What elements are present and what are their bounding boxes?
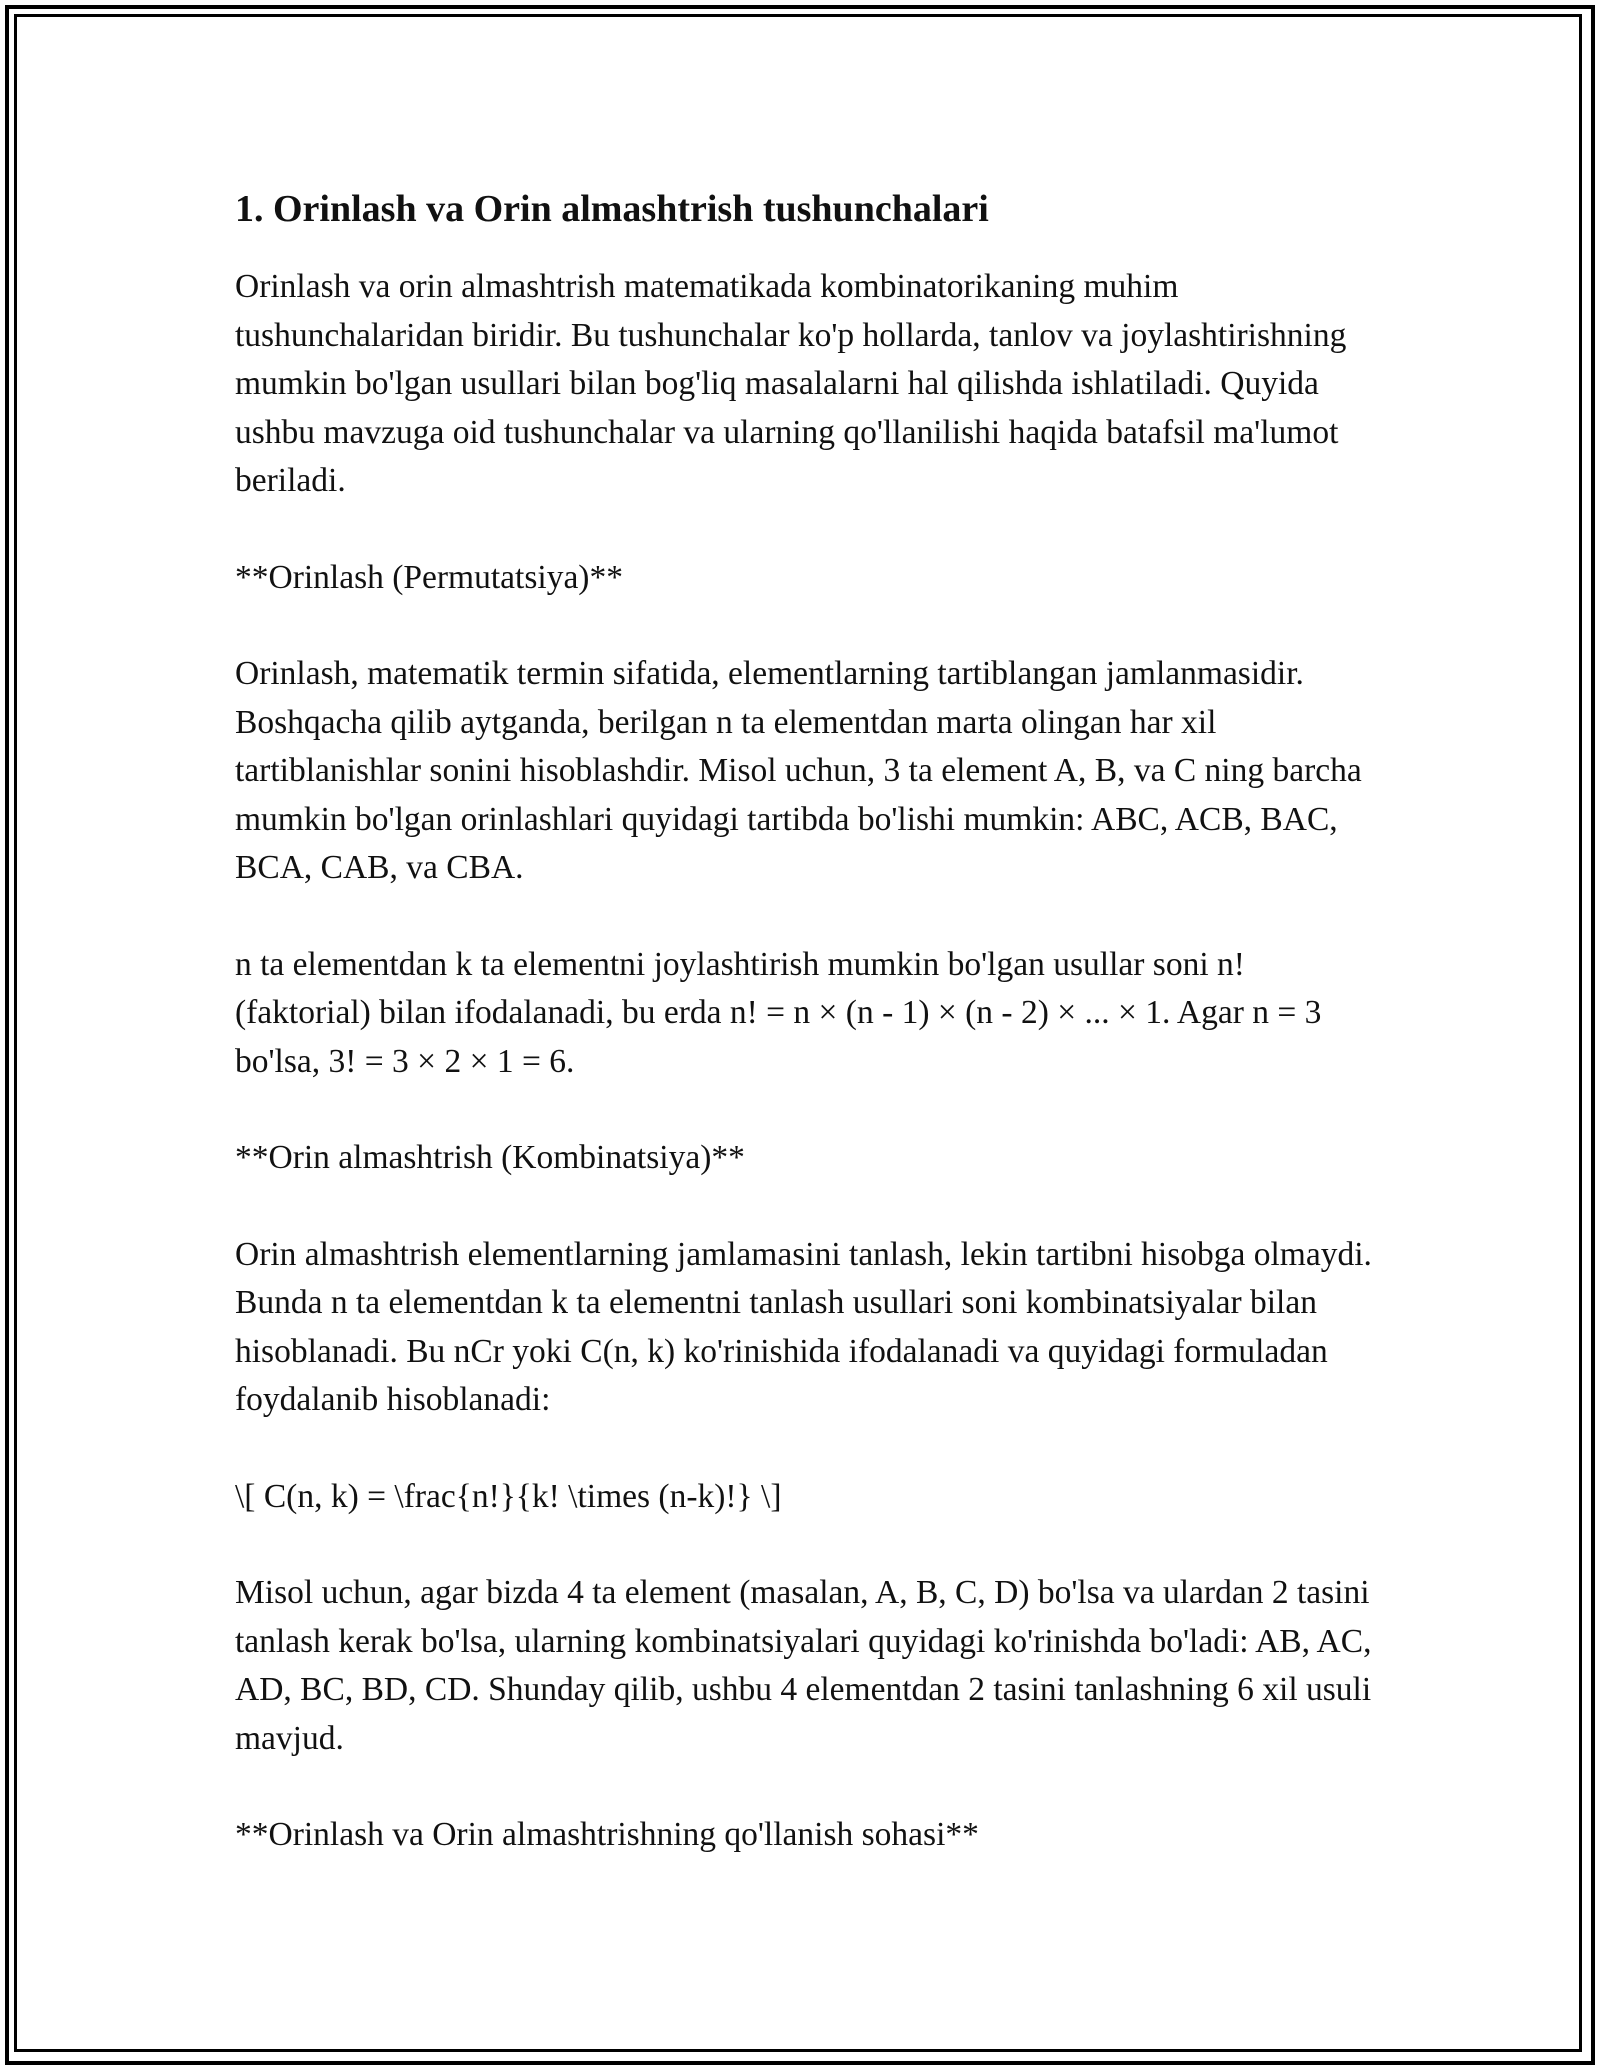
document-body xyxy=(235,185,1375,1908)
permutation-definition-paragraph: Orinlash, matematik termin sifatida, elementlarning tartiblangan jamlanmasidir. Boshqacha qilib aytganda, berilgan n ta elementdan marta olingan har xil tartiblanishlar sonini hisoblashdir. Misol uchun, 3 ta element A, B, va C ning barcha mumkin bo'lgan orinlashlari quyidagi tartibda bo'lishi mumkin: ABC, ACB, BAC, BCA, CAB, va CBA. xyxy=(235,655,1362,886)
section-heading: 1. Orinlash va Orin almashtrish tushunchalari xyxy=(235,188,989,230)
intro-paragraph: Orinlash va orin almashtrish matematikada kombinatorikaning muhim tushunchalaridan biridir. Bu tushunchalar ko'p hollarda, tanlov va joylashtirishning mumkin bo'lgan usullari bilan bog'liq masalalarni hal qilishda ishlatiladi. Quyida ushbu mavzuga oid tushunchalar va ularning qo'llanilishi haqida batafsil ma'lumot beriladi. xyxy=(235,268,1347,499)
combination-subheading: **Orin almashtrish (Kombinatsiya)** xyxy=(235,1139,745,1176)
combination-example-paragraph: Misol uchun, agar bizda 4 ta element (masalan, A, B, C, D) bo'lsa va ulardan 2 tasini tanlash kerak bo'lsa, ularning kombinatsiyalari quyidagi ko'rinishda bo'ladi: AB, AC, AD, BC, BD, CD. Shunday qilib, ushbu 4 elementdan 2 tasini tanlashning 6 xil usuli mavjud. xyxy=(235,1574,1372,1757)
factorial-paragraph: n ta elementdan k ta elementni joylashtirish mumkin bo'lgan usullar soni n! (faktorial) bilan ifodalanadi, bu erda n! = n × (n - 1) × (n - 2) × ... × 1. Agar n = 3 bo'lsa, 3! = 3 × 2 × 1 = 6. xyxy=(235,945,1322,1080)
combination-definition-paragraph: Orin almashtrish elementlarning jamlamasini tanlash, lekin tartibni hisobga olmaydi. Bunda n ta elementdan k ta elementni tanlash usullari soni kombinatsiyalar bilan hisoblanadi. Bu nCr yoki C(n, k) ko'rinishida ifodalanadi va quyidagi formuladan foydalanib hisoblanadi: xyxy=(235,1235,1372,1418)
permutation-subheading: **Orinlash (Permutatsiya)** xyxy=(235,558,623,596)
combination-formula: \[ C(n, k) = \frac{n!}{k! \times (n-k)!} \] xyxy=(235,1477,782,1515)
application-subheading: **Orinlash va Orin almashtrishning qo'llanish sohasi** xyxy=(235,1816,979,1853)
